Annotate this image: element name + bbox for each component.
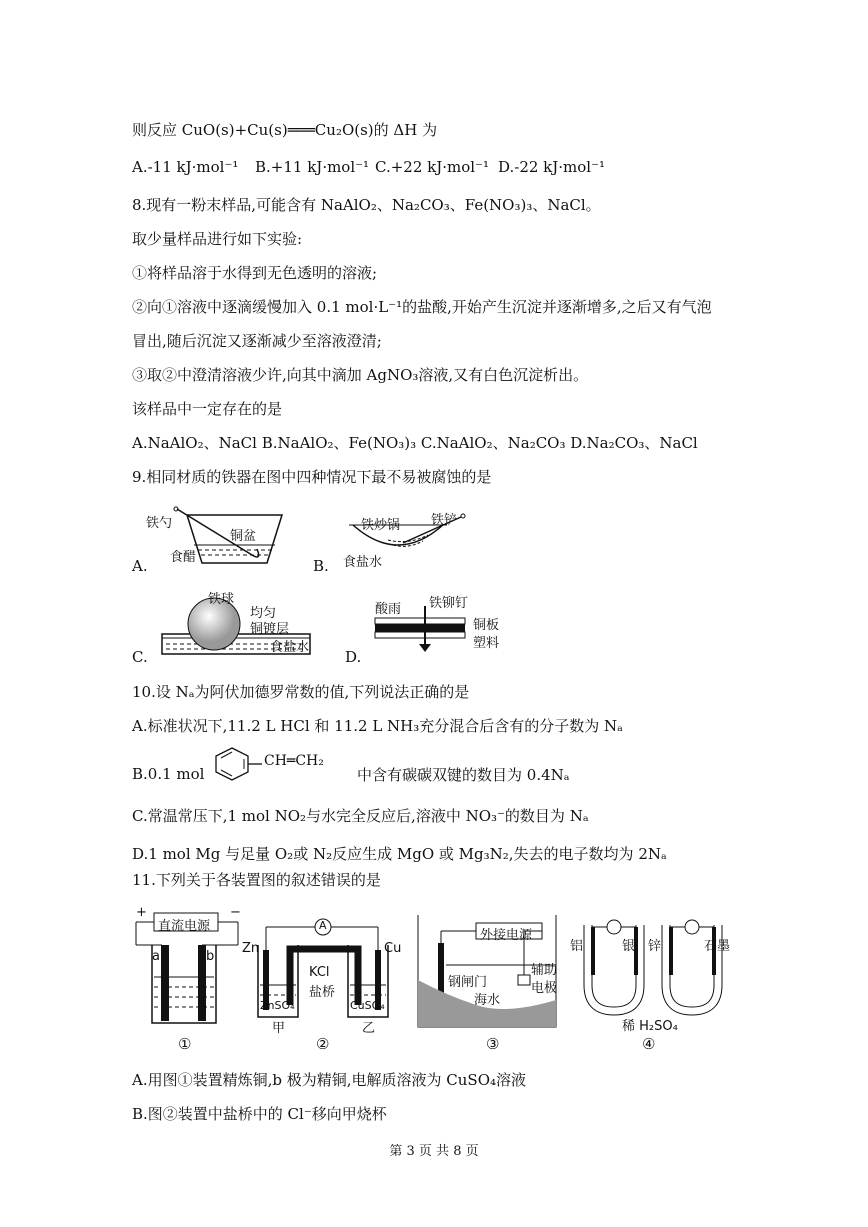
q7-option-c: C.+22 kJ·mol⁻¹ xyxy=(375,158,489,176)
q9-figure-b xyxy=(313,505,483,575)
label-graphite: 石墨 xyxy=(704,939,731,954)
q9-figure-d xyxy=(345,588,535,668)
figure-number-2: ② xyxy=(316,1035,330,1053)
label-plus: + xyxy=(136,905,147,920)
q7-option-a: A.-11 kJ·mol⁻¹ xyxy=(132,158,239,176)
q11-option-b: B.图②装置中盐桥中的 Cl⁻移向甲烧杯 xyxy=(132,1105,387,1123)
q10-option-b-prefix: B.0.1 mol xyxy=(132,765,205,783)
styrene-structure xyxy=(212,744,352,784)
benzene-ring xyxy=(212,744,262,784)
q9-label-c: C. xyxy=(132,648,148,666)
label-vinegar: 食醋 xyxy=(170,550,197,565)
figure-number-4: ④ xyxy=(642,1035,656,1053)
label-steel-gate: 钢闸门 xyxy=(448,975,488,990)
q10-option-b-suffix: 中含有碳碳双键的数目为 0.4Nₐ xyxy=(357,766,570,784)
q8-step3: ③取②中澄清溶液少许,向其中滴加 AgNO₃溶液,又有白色沉淀析出。 xyxy=(132,366,589,384)
q9-stem: 9.相同材质的铁器在图中四种情况下最不易被腐蚀的是 xyxy=(132,468,492,486)
figure-number-1: ① xyxy=(178,1035,192,1053)
label-iron-rivet: 铁铆钉 xyxy=(429,596,469,611)
q7-option-d: D.-22 kJ·mol⁻¹ xyxy=(498,158,606,176)
label-iron-spoon: 铁勺 xyxy=(146,516,173,531)
label-zn: Zn xyxy=(242,941,260,956)
q8-stem: 8.现有一粉末样品,可能含有 NaAlO₂、Na₂CO₃、Fe(NO₃)₃、NaCl。 xyxy=(132,196,601,214)
label-copper-plating: 铜镀层 xyxy=(250,622,290,637)
q11-stem: 11.下列关于各装置图的叙述错误的是 xyxy=(132,871,381,889)
q8-options: A.NaAlO₂、NaCl B.NaAlO₂、Fe(NO₃)₃ C.NaAlO₂、Na₂CO₃ D.Na₂CO₃、NaCl xyxy=(132,434,698,452)
label-silver: 银 xyxy=(622,939,636,954)
q8-intro: 取少量样品进行如下实验: xyxy=(132,230,303,248)
q8-step1: ①将样品溶于水得到无色透明的溶液; xyxy=(132,264,378,282)
label-jia: 甲 xyxy=(272,1021,286,1036)
label-electrode-a: a xyxy=(152,949,160,964)
label-plastic: 塑料 xyxy=(473,636,500,651)
label-znso4: ZnSO₄ xyxy=(260,999,295,1012)
q8-question: 该样品中一定存在的是 xyxy=(132,400,283,418)
label-iron-wok: 铁炒锅 xyxy=(361,518,401,533)
label-yi: 乙 xyxy=(362,1021,376,1036)
label-external-power: 外接电源 xyxy=(480,928,533,943)
vinyl-group: CH═CH₂ xyxy=(264,753,324,769)
label-uniform: 均匀 xyxy=(250,606,277,621)
label-dc-power: 直流电源 xyxy=(158,919,211,934)
label-seawater: 海水 xyxy=(474,993,501,1008)
label-electrode-b: b xyxy=(206,949,215,964)
q9-label-b: B. xyxy=(313,557,329,575)
reaction-line: 则反应 CuO(s)+Cu(s)═══Cu₂O(s)的 ΔH 为 xyxy=(132,121,438,139)
label-copper-plate: 铜板 xyxy=(473,618,500,633)
q8-step2-cont: 冒出,随后沉淀又逐渐减少至溶液澄清; xyxy=(132,332,382,350)
q9-label-d: D. xyxy=(345,648,362,666)
label-salt-water: 食盐水 xyxy=(343,555,383,570)
label-iron-spatula: 铁铲 xyxy=(431,513,458,528)
label-aluminum: 铝 xyxy=(570,939,584,954)
label-electrode: 电极 xyxy=(531,981,558,996)
label-acid-rain: 酸雨 xyxy=(375,602,402,617)
label-dilute-acid: 稀 H₂SO₄ xyxy=(622,1019,678,1034)
ammeter-label: A xyxy=(319,919,327,932)
q11-figures xyxy=(126,905,746,1055)
q10-option-d: D.1 mol Mg 与足量 O₂或 N₂反应生成 MgO 或 Mg₃N₂,失去的电子数均为 2Nₐ xyxy=(132,845,667,863)
label-salt-bridge: 盐桥 xyxy=(309,985,336,1000)
label-copper-basin: 铜盆 xyxy=(230,529,257,544)
label-auxiliary: 辅助 xyxy=(531,963,558,978)
q10-option-c: C.常温常压下,1 mol NO₂与水完全反应后,溶液中 NO₃⁻的数目为 Nₐ xyxy=(132,807,589,825)
page-footer: 第 3 页 共 8 页 xyxy=(389,1144,479,1159)
q11-option-a: A.用图①装置精炼铜,b 极为精铜,电解质溶液为 CuSO₄溶液 xyxy=(132,1071,527,1089)
label-kcl: KCl xyxy=(309,965,330,980)
q9-figure-c xyxy=(132,588,322,668)
q8-step2: ②向①溶液中逐滴缓慢加入 0.1 mol·L⁻¹的盐酸,开始产生沉淀并逐渐增多,之后又有气泡 xyxy=(132,298,712,316)
q10-option-a: A.标准状况下,11.2 L HCl 和 11.2 L NH₃充分混合后含有的分子数为 Nₐ xyxy=(132,717,623,735)
label-zinc: 锌 xyxy=(648,939,662,954)
label-cu: Cu xyxy=(384,941,402,956)
label-salt-water-c: 食盐水 xyxy=(270,640,310,655)
label-iron-ball: 铁球 xyxy=(208,592,235,607)
label-cuso4: CuSO₄ xyxy=(350,999,385,1012)
figure-number-3: ③ xyxy=(486,1035,500,1053)
label-minus: − xyxy=(230,905,241,920)
q7-option-b: B.+11 kJ·mol⁻¹ xyxy=(255,158,370,176)
q10-stem: 10.设 Nₐ为阿伏加德罗常数的值,下列说法正确的是 xyxy=(132,683,470,701)
q9-figure-a xyxy=(132,505,302,575)
q9-label-a: A. xyxy=(132,557,148,575)
